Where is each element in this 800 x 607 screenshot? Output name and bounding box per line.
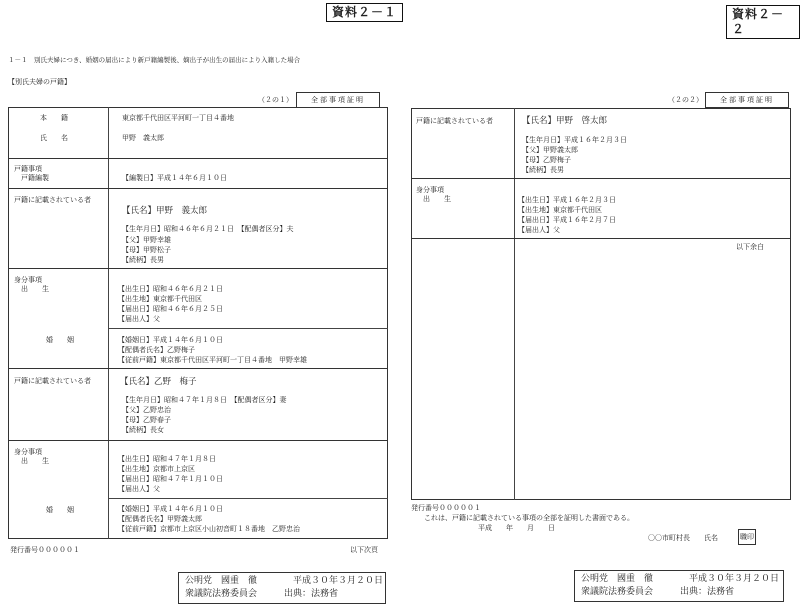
document-number-badge-right: 資料２－２ <box>726 5 800 39</box>
person2-spouse: 【配偶者氏名】甲野義太郎 <box>118 515 202 523</box>
certification-date: 平成 年 月 日 <box>478 524 555 532</box>
person1-marriage-label: 婚 姻 <box>46 336 74 344</box>
source-footer-right: 公明党 國重 徹 平成３０年３月２０日 衆議院法務委員会 出典：法務省 <box>574 570 784 602</box>
issue-number: 発行番号０００００１ <box>10 546 80 554</box>
person2-birthdate: 【生年月日】昭和４７年１月８日 【配偶者区分】妻 <box>122 396 287 404</box>
person3-birthdate: 【生年月日】平成１６年２月３日 <box>522 136 627 144</box>
person1-mother: 【母】甲野松子 <box>122 246 171 254</box>
person1-prev-koseki: 【従前戸籍】東京都千代田区平河町一丁目４番地 甲野幸雄 <box>118 356 307 364</box>
row-divider <box>8 188 388 189</box>
person2-father: 【父】乙野忠治 <box>122 406 171 414</box>
certificate-type-box: 全部事項証明 <box>705 92 789 108</box>
person2-prev-koseki: 【従前戸籍】京都市上京区小山初音町１８番地 乙野忠治 <box>118 525 300 533</box>
person2-name: 【氏名】乙野 梅子 <box>120 377 197 387</box>
person3-relation: 【続柄】長男 <box>522 166 564 174</box>
person3-mibun-label: 身分事項 出 生 <box>416 186 451 203</box>
person2-mother: 【母】乙野春子 <box>122 416 171 424</box>
certification-statement: これは、戸籍に記載されている事項の全部を証明した書面である。 <box>424 514 634 522</box>
row-divider <box>411 238 791 239</box>
person3-label: 戸籍に記載されている者 <box>416 117 493 125</box>
person1-father: 【父】甲野幸雄 <box>122 236 171 244</box>
official-seal: 職印 <box>738 529 756 545</box>
person2-relation: 【続柄】長女 <box>122 426 164 434</box>
person1-report-date: 【届出日】昭和４６年６月２５日 <box>118 305 223 313</box>
column-divider <box>108 107 109 539</box>
person1-name: 【氏名】甲野 義太郎 <box>122 206 208 216</box>
person2-marriage-label: 婚 姻 <box>46 506 74 514</box>
person3-name: 【氏名】甲野 啓太郎 <box>522 116 608 126</box>
subrow-divider <box>108 328 388 329</box>
certificate-type-box: 全部事項証明 <box>296 92 380 108</box>
page-number: （２の２） <box>668 96 703 104</box>
koseki-table-right <box>411 108 791 500</box>
person2-birth-place: 【出生地】京都市上京区 <box>118 465 195 473</box>
person1-mibun-label: 身分事項 出 生 <box>14 276 49 293</box>
person1-reporter: 【届出人】父 <box>118 315 160 323</box>
shimei-label: 氏 名 <box>40 134 68 142</box>
continued-note: 以下次頁 <box>350 546 378 554</box>
person1-relation: 【続柄】長男 <box>122 256 164 264</box>
person3-father: 【父】甲野義太郎 <box>522 146 578 154</box>
person2-marriage-date: 【婚姻日】平成１４年６月１０日 <box>118 505 223 513</box>
person2-reporter: 【届出人】父 <box>118 485 160 493</box>
person2-mibun-label: 身分事項 出 生 <box>14 448 49 465</box>
koseki-jiko-value: 【編製日】平成１４年６月１０日 <box>122 174 227 182</box>
koseki-jiko-label: 戸籍事項 戸籍編製 <box>14 165 49 182</box>
source-footer-left: 公明党 國重 徹 平成３０年３月２０日 衆議院法務委員会 出典：法務省 <box>178 572 386 604</box>
person1-birthdate: 【生年月日】昭和４６年６月２１日 【配偶者区分】夫 <box>122 225 294 233</box>
column-divider <box>514 108 515 500</box>
person1-spouse: 【配偶者氏名】乙野梅子 <box>118 346 195 354</box>
person1-birth-place: 【出生地】東京都千代田区 <box>118 295 202 303</box>
row-divider <box>8 268 388 269</box>
document-number-badge-left: 資料２－１ <box>326 3 403 22</box>
person3-reporter: 【届出人】父 <box>518 226 560 234</box>
person1-birth-day: 【出生日】昭和４６年６月２１日 <box>118 285 223 293</box>
section-subheading: 【別氏夫婦の戸籍】 <box>8 78 71 86</box>
person3-birth-place: 【出生地】東京都千代田区 <box>518 206 602 214</box>
row-divider <box>8 368 388 369</box>
issue-number: 発行番号０００００１ <box>411 504 481 512</box>
person2-birth-day: 【出生日】昭和４７年１月８日 <box>118 455 216 463</box>
row-divider <box>8 158 388 159</box>
case-heading: １－１ 別氏夫婦につき、婚姻の届出により新戸籍編製後、嫡出子が出生の届出により入籍した場合 <box>8 56 301 64</box>
person3-birth-day: 【出生日】平成１６年２月３日 <box>518 196 616 204</box>
honseki-label: 本 籍 <box>40 114 68 122</box>
honseki-value: 東京都千代田区平河町一丁目４番地 <box>122 114 234 122</box>
person1-marriage-date: 【婚姻日】平成１４年６月１０日 <box>118 336 223 344</box>
blank-below-note: 以下余白 <box>736 243 764 251</box>
subrow-divider <box>108 498 388 499</box>
page-number: （２の１） <box>258 96 293 104</box>
shimei-value: 甲野 義太郎 <box>122 134 164 142</box>
row-divider <box>8 440 388 441</box>
row-divider <box>411 178 791 179</box>
person2-report-date: 【届出日】昭和４７年１月１０日 <box>118 475 223 483</box>
person3-mother: 【母】乙野梅子 <box>522 156 571 164</box>
person1-label: 戸籍に記載されている者 <box>14 196 91 204</box>
mayor-name-line: 〇〇市町村長 氏名 <box>648 534 718 542</box>
person2-label: 戸籍に記載されている者 <box>14 377 91 385</box>
person3-report-date: 【届出日】平成１６年２月７日 <box>518 216 616 224</box>
